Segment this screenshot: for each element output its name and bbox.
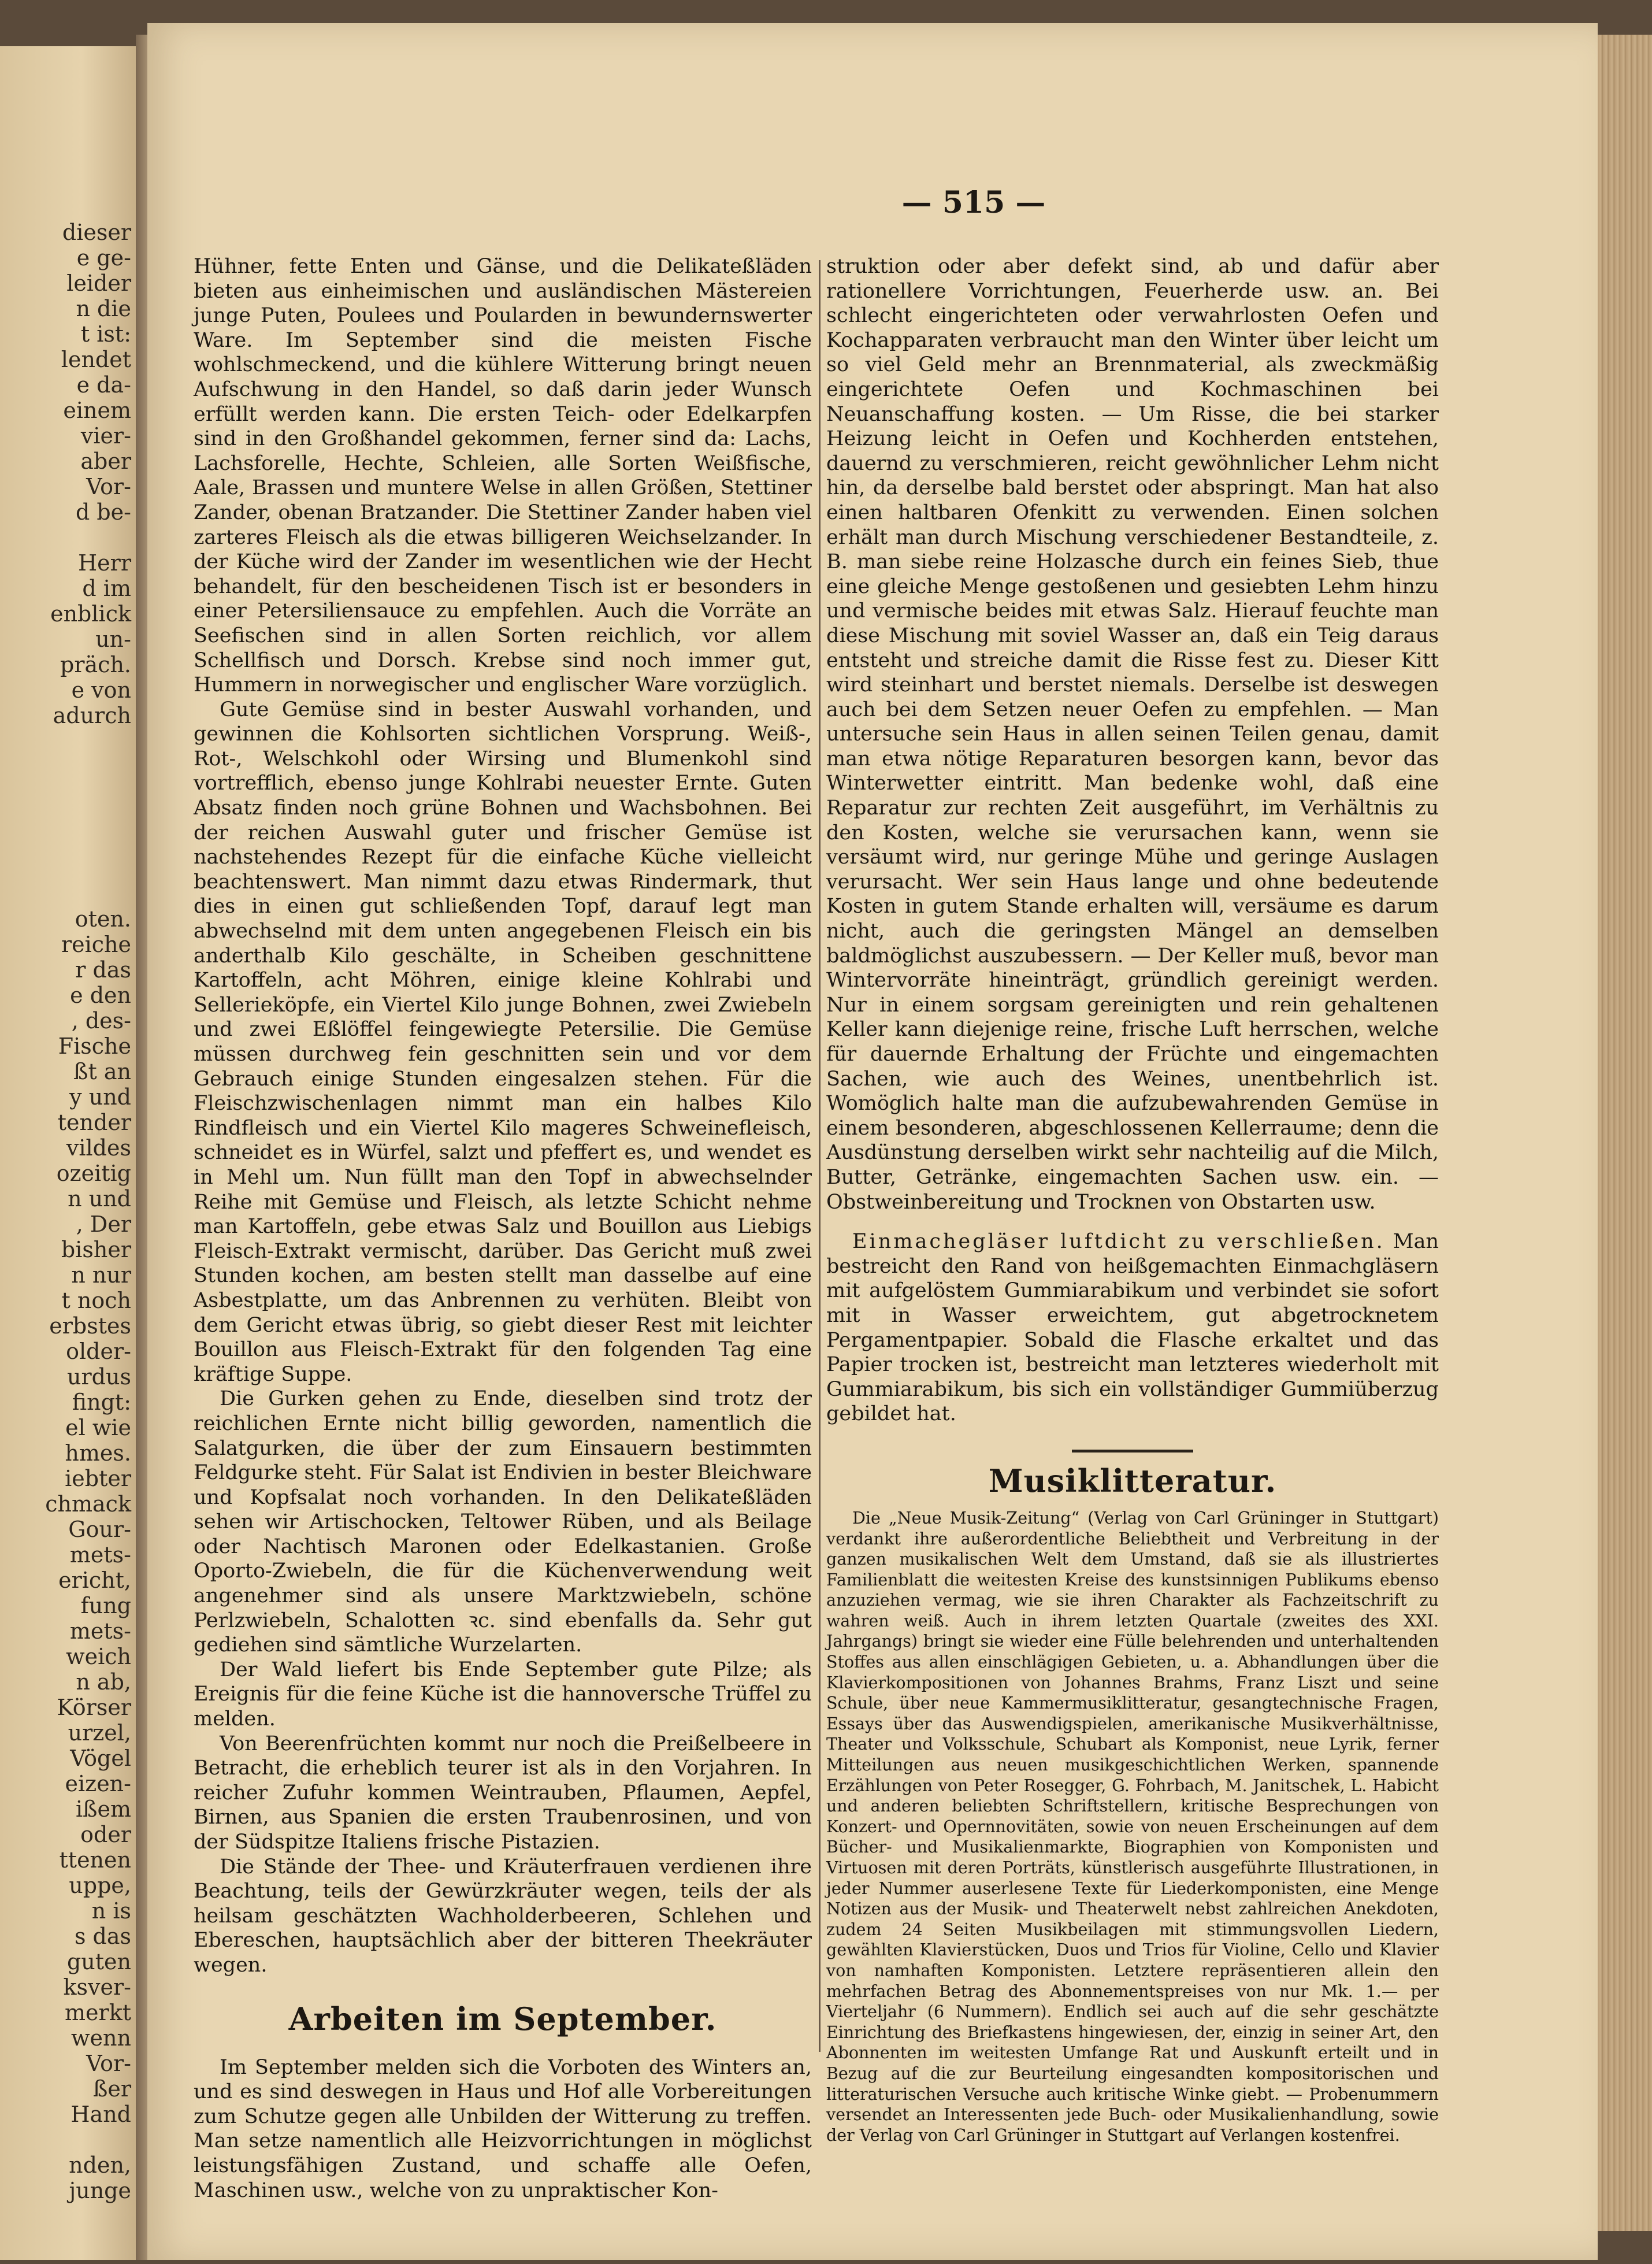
left-page-fragment: enblick [50, 601, 131, 627]
left-page-fragment: older- [66, 1339, 131, 1364]
left-page-fragment: e den [70, 983, 131, 1008]
left-page-fragment: hmes. [65, 1440, 131, 1466]
left-page-fragment: ksver- [63, 1974, 131, 2000]
left-page-fragment: r das [75, 957, 131, 983]
left-page-fragment: mets- [69, 1542, 131, 1568]
left-page-fragment: e ge- [76, 245, 131, 271]
left-page-fragment: oten. [75, 906, 131, 932]
book-gutter [136, 35, 147, 2260]
left-page-fragment: n die [76, 296, 131, 321]
left-page-fragment: einem [63, 398, 131, 423]
left-page-fragment: vildes [66, 1135, 131, 1161]
paragraph: Von Beerenfrüchten kommt nur noch die Preißelbeere in Betracht, die erheblich teurer ist als in den Vorjahren. In reicher Zufuhr kommen Weintrauben, Pflaumen, Aepfel, Birnen, aus Spanien die ersten Traubenrosinen, und von der Südspitze Italiens frische Pistazien. [194, 1732, 812, 1854]
left-page-fragment: d be- [75, 499, 131, 525]
left-page-fragment: adurch [53, 703, 131, 728]
left-page-fragment: chmack [45, 1491, 131, 1517]
left-page-fragment: fingt: [72, 1389, 131, 1415]
left-page-fragment: wenn [71, 2025, 131, 2051]
paragraph: Hühner, fette Enten und Gänse, und die Delikateßläden bieten aus einheimischen und ausländischen Mästereien junge Puten, Poulees und Poularden in bewundernswerter Ware. Im September sind die meisten Fische wohlschmeckend, und die kühlere Witterung bringt neuen Aufschwung in den Handel, so daß darin jeder Wunsch erfüllt werden kann. Die ersten Teich- oder Edelkarpfen sind in den Großhandel gekommen, ferner sind da: Lachs, Lachsforelle, Hechte, Schleien, alle Sorten Weißfische, Aale, Brassen und muntere Welse in allen Größen, Stettiner Zander, obenan Bratzander. Die Stettiner Zander haben viel zarteres Fleisch als die etwas billigeren Weichselzander. In der Küche wird der Zander im wesentlichen wie der Hecht behandelt, für den bescheidenen Tisch ist er besonders in einer Petersiliensauce zu empfehlen. Auch die Vorräte an Seefischen sind in allen Sorten reichlich, vor allem Schellfisch und Dorsch. Krebse sind noch immer gut, Hummern in norwegischer und englischer Ware vorzüglich. [194, 255, 812, 697]
paragraph: Im September melden sich die Vorboten des Winters an, und es sind deswegen in Haus und Hof alle Vorbereitungen zum Schutze gegen alle Unbilden der Witterung zu treffen. Man setze namentlich alle Heizvorrichtungen in möglichst leistungsfähigen Zustand, und schaffe alle Oefen, Maschinen usw., welche von zu unpraktischer Kon- [194, 2055, 812, 2202]
left-page-fragment: n nur [71, 1262, 131, 1288]
left-page-fragment: eizen- [65, 1771, 131, 1796]
left-page-fragment: Fische [58, 1033, 131, 1059]
left-page-fragment: weich [66, 1644, 131, 1669]
left-page-fragment: lendet [61, 347, 131, 372]
page [147, 23, 1598, 2260]
page-number: — 515 — [901, 185, 1046, 220]
left-page-fragment: oder [80, 1822, 131, 1847]
left-page-fragment: Vögel [70, 1746, 131, 1771]
left-page-fragment: ßer [92, 2076, 131, 2102]
left-page-fragment: d im [82, 576, 131, 601]
left-page-fragment: iebter [65, 1466, 131, 1491]
right-column [826, 254, 1439, 2146]
left-page-fragment: fung [80, 1593, 131, 1618]
paragraph: Die Gurken gehen zu Ende, dieselben sind trotz der reichlichen Ernte nicht billig geworden, namentlich die Salatgurken, die über der zum Einsauern bestimmten Feldgurke steht. Für Salat ist Endivien in bester Bleichware und Kopfsalat noch vorhanden. In den Delikateßläden sehen wir Artischocken, Teltower Rüben, und als Beilage oder Nachtisch Maronen oder Edelkastanien. Große Oporto-Zwiebeln, die für die Küchenverwendung weit angenehmer sind als unsere Marktzwiebeln, schöne Perlzwiebeln, Schalotten ꝛc. sind ebenfalls da. Sehr gut gediehen sind sämtliche Wurzelarten. [194, 1387, 812, 1657]
left-page-fragment: , des- [71, 1008, 131, 1033]
left-page-fragment: ericht, [58, 1568, 131, 1593]
left-page-fragment: n ab, [76, 1669, 131, 1695]
left-page-fragment: junge [69, 2178, 131, 2203]
left-page-fragment: tender [57, 1110, 131, 1135]
paragraph: struktion oder aber defekt sind, ab und dafür aber rationellere Vorrichtungen, Feuerherde usw. an. Bei schlecht eingerichteten oder verwahrlosten Oefen und Kochapparaten verbraucht man den Winter über leicht um so viel Geld mehr an Brennmaterial, als zweckmäßig eingerichtete Oefen und Kochmaschinen bei Neuanschaffung kosten. — Um Risse, die bei starker Heizung leicht in Oefen und Kochherden entstehen, dauernd zu verschmieren, reicht gewöhnlicher Lehm nicht hin, da derselbe bald berstet oder abspringt. Man hat also einen haltbaren Ofenkitt zu verwenden. Einen solchen erhält man durch Mischung verschiedener Bestandteile, z. B. man siebe reine Holzasche durch ein feines Sieb, thue eine gleiche Menge gestoßenen und gesiebten Lehm hinzu und vermische beides mit etwas Salz. Hierauf feuchte man diese Mischung mit soviel Wasser an, daß ein Teig daraus entsteht und streiche damit die Risse fest zu. Dieser Kitt wird steinhart und berstet niemals. Derselbe ist deswegen auch bei dem Setzen neuer Oefen zu empfehlen. — Man untersuche sein Haus in allen seinen Teilen genau, damit man etwa nötige Reparaturen besorgen kann, bevor das Winterwetter eintritt. Man bedenke wohl, daß eine Reparatur zur rechten Zeit ausgeführt, im Verhältnis zu den Kosten, welche sie verursachen kann, wenn sie versäumt wird, nur geringe Mühe und geringe Auslagen verursacht. Wer sein Haus lange und ohne bedeutende Kosten in gutem Stande erhalten will, versäume es darum nicht, auch die geringsten Mängel an demselben baldmöglichst auszubessern. — Der Keller muß, bevor man Wintervorräte hineinträgt, gründlich gereinigt werden. Nur in einem sorgsam gereinigten und rein gehaltenen Keller kann diejenige reine, frische Luft herrschen, welche für dauernde Erhaltung der Früchte und eingemachten Sachen, wie auch des Weines, unentbehrlich ist. Womöglich halte man die aufzubewahrenden Gemüse in einem besonderen, abgeschlossenen Kellerraume; denn die Ausdünstung derselben wirkt sehr nachteilig auf die Milch, Butter, Getränke, eingemachten Sachen usw. ein. — Obstweinbereitung und Trocknen von Obstarten usw. [826, 255, 1439, 1214]
left-page-fragment: e von [71, 677, 131, 703]
left-page-fragment: t ist: [80, 321, 131, 347]
left-page-fragment: ttenen [59, 1847, 131, 1873]
left-page-fragment: y und [69, 1084, 131, 1110]
left-column [194, 254, 812, 2203]
paragraph: Die Stände der Thee- und Kräuterfrauen verdienen ihre Beachtung, teils der Gewürzkräuter wegen, teils der als heilsam geschätzten Wachholderbeeren, Schlehen und Ebereschen, hauptsächlich aber der bitteren Theekräuter wegen. [194, 1855, 812, 1977]
left-page-fragment: bisher [61, 1237, 131, 1262]
left-page-fragment: urdus [67, 1364, 131, 1389]
left-page-fragment: uppe, [69, 1873, 131, 1898]
tip-paragraph [826, 1229, 1439, 1426]
music-review: Die „Neue Musik-Zeitung“ (Verlag von Carl Grüninger in Stuttgart) verdankt ihre außerordentliche Beliebtheit und Verbreitung in der ganzen musikalischen Welt dem Umstand, daß sie als illustriertes Familienblatt die weitesten Kreise des kunstsinnigen Publikums ebenso anzuziehen vermag, wie sie ihren Charakter als Fachzeitschrift zu wahren weiß. Auch in ihrem letzten Quartale (zweites des XXI. Jahrgangs) bringt sie wieder eine Fülle belehrenden und unterhaltenden Stoffes aus allen einschlägigen Gebieten, u. a. Abhandlungen über die Klavierkompositionen von Johannes Brahms, Franz Liszt und seine Schule, über neue Kammermusiklitteratur, gesangtechnische Fragen, Essays über das Auswendigspielen, amerikanische Musikverhältnisse, Theater und Volksschule, Schubart als Komponist, neue Lyrik, ferner Mitteilungen aus neuen musikgeschichtlichen Werken, spannende Erzählungen von Peter Rosegger, G. Fohrbach, M. Janitschek, L. Habicht und anderen beliebten Schriftstellern, kritische Besprechungen von Konzert- und Opernnovitäten, sowie von neuen Erscheinungen auf dem Bücher- und Musikalienmarkte, Biographien von Komponisten und Virtuosen mit deren Porträts, künstlerisch ausgeführte Illustrationen, in jeder Nummer auserlesene Texte für Liederkomponisten, eine Menge Notizen aus der Musik- und Theaterwelt nebst zahlreichen Anekdoten, zudem 24 Seiten Musikbeilagen mit stimmungsvollen Liedern, gewählten Klavierstücken, Duos und Trios für Violine, Cello und Klavier von namhaften Komponisten. Letztere repräsentieren allein den mehrfachen Betrag des Abonnementspreises von nur Mk. 1.— per Vierteljahr (6 Nummern). Endlich sei auch auf die sehr geschätzte Einrichtung des Briefkastens hingewiesen, der, einzig in seiner Art, den Abonnenten im weitesten Umfange Rat und Auskunft erteilt und in Bezug auf die zur Beurteilung eingesandten kompositorischen und litteraturischen Versuche auch kritische Winke giebt. — Probenummern versendet an Interessenten jede Buch- oder Musikalienhandlung, sowie der Verlag von Carl Grüninger in Stuttgart auf Verlangen kostenfrei. [826, 1508, 1439, 2145]
left-page-fragment: erbstes [49, 1313, 131, 1339]
left-page-fragment: n is [91, 1898, 131, 1924]
left-page-fragment: guten [66, 1949, 131, 1974]
left-page-fragment: un- [95, 627, 131, 652]
column-divider [819, 260, 821, 2052]
left-page-fragment: Vor- [86, 474, 131, 499]
tip-text: Man bestreicht den Rand von heißgemachten Einmachgläsern mit aufgelöstem Gummiarabikum und verbindet sie sofort mit in Wasser erweichtem, gut abgetrocknetem Pergamentpapier. Sobald die Flasche erkaltet und das Papier trocken ist, bestreicht man letzteres wiederholt mit Gummiarabikum, bis sich ein vollständiger Gummiüberzug gebildet hat. [826, 1230, 1439, 1426]
left-page-fragment: t noch [61, 1288, 131, 1313]
left-page-fragment: Gour- [68, 1517, 131, 1542]
section-rule [1072, 1450, 1193, 1452]
left-page-fragment: , Der [76, 1211, 131, 1237]
page-edges [1597, 35, 1652, 2231]
paragraph: Gute Gemüse sind in bester Auswahl vorhanden, und gewinnen die Kohlsorten sichtlichen Vorsprung. Weiß-, Rot-, Welschkohl oder Wirsing und Blumenkohl sind vortrefflich, ebenso junge Kohlrabi neuester Ernte. Guten Absatz finden noch grüne Bohnen und Wachsbohnen. Bei der reichen Auswahl guter und frischer Gemüse ist nachstehendes Rezept für die einfache Küche vielleicht beachtenswert. Man nimmt dazu etwas Rindermark, thut dies in einen gut schließenden Topf, darauf legt man abwechselnd mit dem unten angegebenen Fleisch ein bis anderthalb Kilo geschälte, in Scheiben geschnittene Kartoffeln, acht Möhren, einige kleine Kohlrabi und Sellerieköpfe, ein Viertel Kilo junge Bohnen, zwei Zwiebeln und zwei Eßlöffel feingewiegte Petersilie. Die Gemüse müssen durchweg fein geschnitten sein und vor dem Gebrauch einige Stunden eingesalzen stehen. Für die Fleischzwischenlagen nimmt man ein halbes Kilo Rindfleisch und ein Viertel Kilo mageres Schweinefleisch, schneidet es in Würfel, salzt und pfeffert es, und wendet es in Mehl um. Nun füllt man den Topf in abwechselnder Reihe mit Gemüse und Fleisch, als letzte Schicht nehme man Kartoffeln, gebe etwas Salz und Bouillon aus Liebigs Fleisch-Extrakt vermischt, darüber. Das Gericht muß zwei Stunden kochen, am besten stellt man dasselbe auf eine Asbestplatte, um das Anbrennen zu verhüten. Bleibt von dem Gericht etwas übrig, so giebt dieser Rest mit leichter Bouillon aus Fleisch-Extrakt für den folgenden Tag eine kräftige Suppe. [194, 698, 812, 1386]
left-page-fragment: Hand [70, 2102, 131, 2127]
left-page-fragment: ßt an [73, 1059, 131, 1084]
left-page-fragment: Körser [57, 1695, 131, 1720]
left-page-fragment: leider [66, 271, 131, 296]
paragraph: Der Wald liefert bis Ende September gute Pilze; als Ereignis für die feine Küche ist die hannoversche Trüffel zu melden. [194, 1658, 812, 1731]
left-page-fragment: e da- [76, 372, 131, 398]
left-facing-page [0, 46, 136, 2260]
left-page-fragment: mets- [69, 1618, 131, 1644]
left-page-fragment: ißem [75, 1796, 131, 1822]
tip-heading: Einmachegläser luftdicht zu verschließen. [852, 1230, 1385, 1254]
left-page-fragment: vier- [80, 423, 131, 449]
left-page-fragment: aber [80, 449, 131, 474]
section-title: Musiklitteratur. [988, 1462, 1277, 1499]
left-page-fragment: Vor- [86, 2051, 131, 2076]
left-page-fragment: urzel, [68, 1720, 131, 1746]
left-page-fragment: merkt [65, 2000, 131, 2025]
left-page-fragment: präch. [60, 652, 131, 677]
left-page-fragment: ozeitig [56, 1161, 131, 1186]
left-page-fragment: n und [68, 1186, 131, 1211]
left-page-fragment: dieser [62, 220, 131, 245]
left-page-fragment: reiche [61, 932, 131, 957]
left-page-fragment: el wie [65, 1415, 131, 1440]
left-page-fragment: s das [74, 1924, 131, 1949]
left-page-fragment: nden, [69, 2152, 131, 2178]
left-page-fragment: Herr [78, 550, 131, 576]
section-title: Arbeiten im September. [288, 2000, 717, 2037]
